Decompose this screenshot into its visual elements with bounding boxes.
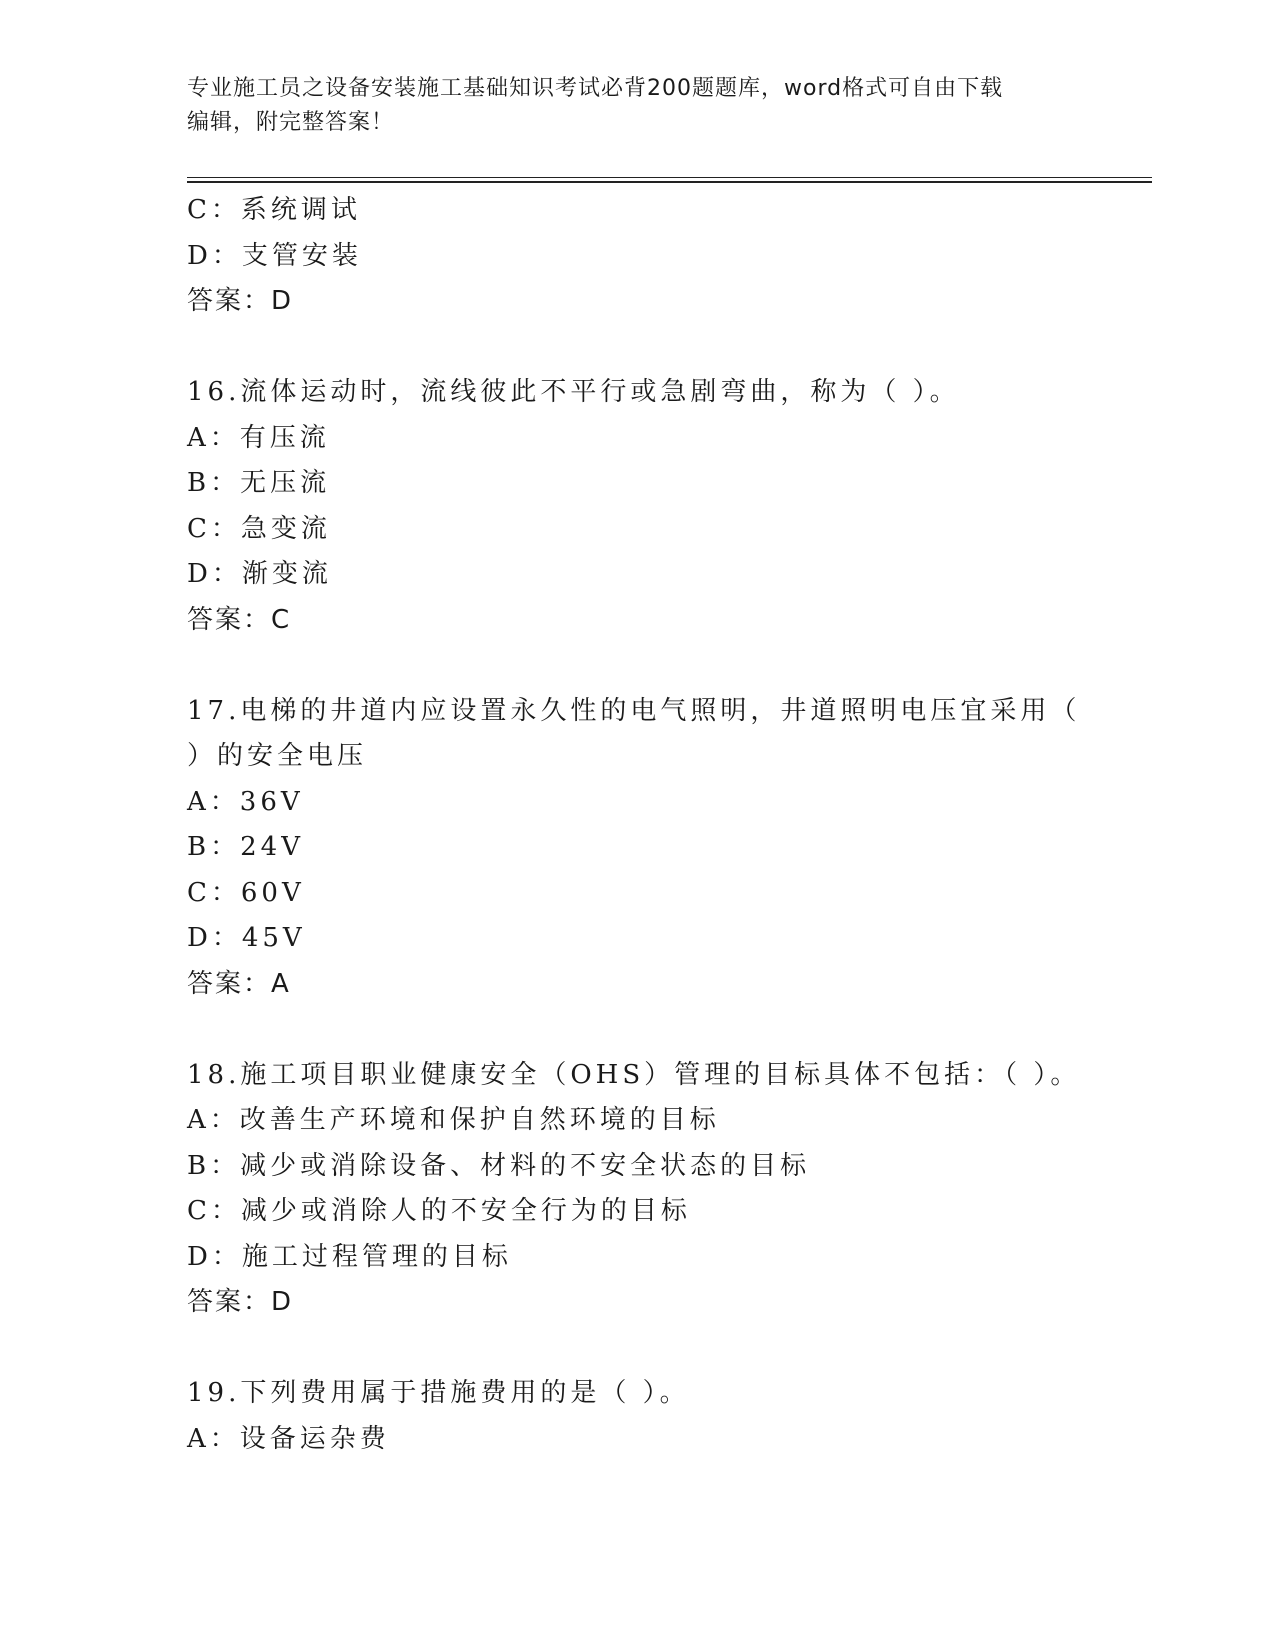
answer-line: 答案：C <box>187 604 292 635</box>
spacer <box>187 643 1087 689</box>
header-divider-thin <box>187 177 1152 178</box>
option-c: C：系统调试 <box>187 195 361 225</box>
header-title-line-1: 专业施工员之设备安装施工基础知识考试必背200题题库，word格式可自由下载 <box>187 76 1004 101</box>
question-19 <box>187 1371 1087 1462</box>
question-stem: 18.施工项目职业健康安全（OHS）管理的目标具体不包括：（ ）。 <box>187 1059 1081 1090</box>
option-a: A：设备运杂费 <box>187 1423 390 1454</box>
question-18 <box>187 1053 1087 1326</box>
spacer <box>187 1326 1087 1372</box>
option-b: B：减少或消除设备、材料的不安全状态的目标 <box>187 1150 811 1181</box>
option-c: C：减少或消除人的不安全行为的目标 <box>187 1196 691 1226</box>
option-d: D：45V <box>187 923 306 953</box>
question-17 <box>187 689 1087 1008</box>
header-title-line-2: 编辑，附完整答案！ <box>187 110 395 135</box>
spacer <box>187 1007 1087 1053</box>
question-stem: 17.电梯的井道内应设置永久性的电气照明，井道照明电压宜采用（ <box>187 695 1081 726</box>
option-d: D：渐变流 <box>187 559 332 589</box>
option-a: A：有压流 <box>187 422 330 453</box>
question-list <box>187 188 1087 1462</box>
question-stem-continued: ）的安全电压 <box>187 741 368 771</box>
option-a: A：改善生产环境和保护自然环境的目标 <box>187 1105 720 1135</box>
option-b: B：24V <box>187 832 304 862</box>
answer-line: 答案：A <box>187 968 291 999</box>
question-15-continuation <box>187 188 1087 325</box>
option-b: B：无压流 <box>187 468 331 498</box>
option-d: D：支管安装 <box>187 240 362 271</box>
answer-line: 答案：D <box>187 1287 294 1317</box>
option-a: A：36V <box>187 786 304 817</box>
header-divider-thick <box>187 181 1152 183</box>
question-stem: 16.流体运动时，流线彼此不平行或急剧弯曲，称为（ ）。 <box>187 377 960 407</box>
answer-line: 答案：D <box>187 286 294 316</box>
document-header <box>187 72 1087 140</box>
question-stem: 19.下列费用属于措施费用的是（ ）。 <box>187 1378 690 1408</box>
option-d: D：施工过程管理的目标 <box>187 1241 512 1272</box>
spacer <box>187 325 1087 371</box>
option-c: C：急变流 <box>187 513 331 544</box>
option-c: C：60V <box>187 877 305 908</box>
question-16 <box>187 370 1087 643</box>
